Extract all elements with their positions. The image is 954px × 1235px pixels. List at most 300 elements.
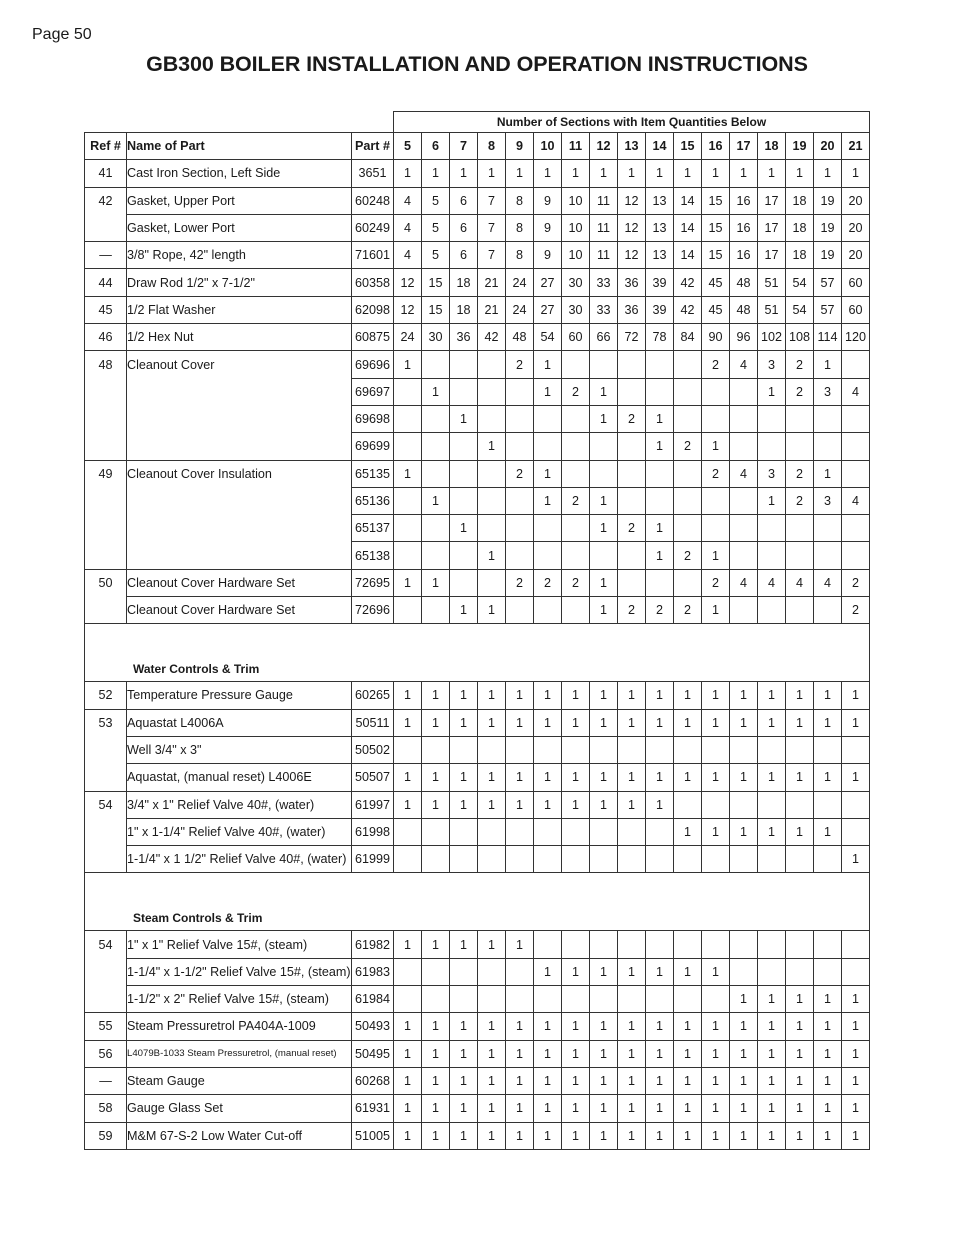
quantity-cell — [730, 433, 758, 460]
quantity-cell: 1 — [590, 1122, 618, 1149]
quantity-cell: 1 — [814, 818, 842, 845]
quantity-cell — [506, 487, 534, 514]
quantity-cell: 1 — [730, 682, 758, 709]
quantity-cell: 1 — [422, 569, 450, 596]
part-name: 1/2 Flat Washer — [127, 296, 352, 323]
quantity-cell: 1 — [814, 351, 842, 378]
quantity-cell — [730, 542, 758, 569]
quantity-cell — [618, 986, 646, 1013]
part-ref — [85, 958, 127, 985]
part-name: Gasket, Upper Port — [127, 187, 352, 214]
quantity-cell: 1 — [422, 1095, 450, 1122]
quantity-cell: 1 — [590, 597, 618, 624]
table-row — [85, 764, 870, 791]
quantity-cell: 1 — [506, 1040, 534, 1067]
quantity-cell — [422, 542, 450, 569]
section-heading-row — [85, 873, 870, 931]
quantity-cell: 21 — [478, 296, 506, 323]
quantity-cell: 1 — [450, 931, 478, 958]
quantity-cell — [674, 378, 702, 405]
quantity-cell: 54 — [534, 324, 562, 351]
col-section-header: 9 — [506, 133, 534, 160]
quantity-cell: 2 — [674, 597, 702, 624]
quantity-cell: 10 — [562, 187, 590, 214]
quantity-cell: 1 — [506, 764, 534, 791]
quantity-cell: 1 — [646, 764, 674, 791]
part-number: 61984 — [352, 986, 394, 1013]
quantity-cell: 2 — [506, 351, 534, 378]
part-ref — [85, 818, 127, 845]
part-name: 1-1/2" x 2" Relief Valve 15#, (steam) — [127, 986, 352, 1013]
part-name — [127, 487, 352, 514]
part-ref: — — [85, 242, 127, 269]
quantity-cell — [702, 378, 730, 405]
quantity-cell: 39 — [646, 269, 674, 296]
quantity-cell: 108 — [786, 324, 814, 351]
quantity-cell: 1 — [730, 1067, 758, 1094]
quantity-cell — [702, 986, 730, 1013]
quantity-cell: 66 — [590, 324, 618, 351]
quantity-cell: 14 — [674, 187, 702, 214]
quantity-cell — [674, 846, 702, 873]
quantity-cell: 1 — [842, 764, 870, 791]
col-section-header: 21 — [842, 133, 870, 160]
part-ref — [85, 986, 127, 1013]
quantity-cell: 1 — [394, 764, 422, 791]
quantity-cell: 1 — [450, 682, 478, 709]
quantity-cell: 1 — [506, 682, 534, 709]
quantity-cell: 1 — [842, 1095, 870, 1122]
quantity-cell — [758, 736, 786, 763]
quantity-cell: 1 — [814, 709, 842, 736]
part-number: 50507 — [352, 764, 394, 791]
quantity-cell — [758, 405, 786, 432]
quantity-cell: 1 — [702, 160, 730, 187]
quantity-cell: 1 — [758, 1013, 786, 1040]
quantity-cell: 1 — [534, 709, 562, 736]
part-number: 72695 — [352, 569, 394, 596]
quantity-cell: 1 — [478, 709, 506, 736]
quantity-cell — [394, 405, 422, 432]
quantity-cell — [730, 791, 758, 818]
quantity-cell — [478, 736, 506, 763]
quantity-cell: 1 — [422, 1040, 450, 1067]
quantity-cell: 1 — [562, 1095, 590, 1122]
quantity-cell: 1 — [646, 709, 674, 736]
quantity-cell — [814, 736, 842, 763]
quantity-cell: 1 — [702, 709, 730, 736]
quantity-cell: 1 — [562, 764, 590, 791]
part-number: 60265 — [352, 682, 394, 709]
quantity-cell: 1 — [590, 569, 618, 596]
quantity-cell: 1 — [450, 1013, 478, 1040]
quantity-cell: 2 — [842, 569, 870, 596]
quantity-cell — [478, 515, 506, 542]
part-number: 50511 — [352, 709, 394, 736]
quantity-cell — [506, 378, 534, 405]
quantity-cell: 1 — [758, 682, 786, 709]
quantity-cell — [814, 846, 842, 873]
part-ref: 48 — [85, 351, 127, 378]
quantity-cell: 1 — [590, 487, 618, 514]
col-section-header: 16 — [702, 133, 730, 160]
quantity-cell: 1 — [394, 709, 422, 736]
col-part-header: Part # — [352, 133, 394, 160]
quantity-cell: 1 — [506, 1095, 534, 1122]
quantity-cell: 1 — [674, 764, 702, 791]
quantity-cell — [786, 846, 814, 873]
col-section-header: 14 — [646, 133, 674, 160]
quantity-cell — [786, 931, 814, 958]
quantity-cell: 1 — [758, 1095, 786, 1122]
section-heading-row — [85, 624, 870, 682]
quantity-cell: 1 — [562, 1122, 590, 1149]
quantity-cell — [786, 433, 814, 460]
quantity-cell: 1 — [674, 818, 702, 845]
quantity-cell — [618, 846, 646, 873]
col-section-header: 7 — [450, 133, 478, 160]
quantity-cell: 12 — [618, 187, 646, 214]
quantity-cell — [590, 542, 618, 569]
quantity-cell: 1 — [786, 709, 814, 736]
quantity-cell: 4 — [842, 378, 870, 405]
quantity-cell — [534, 846, 562, 873]
quantity-cell — [730, 736, 758, 763]
quantity-cell — [646, 460, 674, 487]
quantity-cell — [646, 378, 674, 405]
quantity-cell — [842, 351, 870, 378]
quantity-cell: 10 — [562, 242, 590, 269]
quantity-cell — [562, 542, 590, 569]
quantity-cell: 18 — [786, 187, 814, 214]
quantity-cell — [730, 378, 758, 405]
part-name: Aquastat L4006A — [127, 709, 352, 736]
quantity-cell — [618, 736, 646, 763]
quantity-cell: 1 — [534, 791, 562, 818]
section-heading: Water Controls & Trim — [85, 624, 870, 682]
quantity-cell: 1 — [450, 791, 478, 818]
quantity-cell: 1 — [562, 1067, 590, 1094]
quantity-cell: 2 — [702, 460, 730, 487]
quantity-cell: 1 — [394, 791, 422, 818]
quantity-cell — [842, 515, 870, 542]
quantity-cell: 1 — [506, 160, 534, 187]
table-row — [85, 324, 870, 351]
quantity-cell — [534, 542, 562, 569]
quantity-cell: 60 — [562, 324, 590, 351]
quantity-cell: 3 — [758, 351, 786, 378]
table-row — [85, 1040, 870, 1067]
quantity-cell — [562, 515, 590, 542]
quantity-cell: 1 — [702, 682, 730, 709]
quantity-cell: 1 — [758, 818, 786, 845]
quantity-cell: 1 — [478, 1013, 506, 1040]
quantity-cell: 1 — [450, 764, 478, 791]
part-number: 61998 — [352, 818, 394, 845]
quantity-cell: 1 — [786, 682, 814, 709]
part-name — [127, 405, 352, 432]
quantity-cell — [730, 487, 758, 514]
quantity-cell: 14 — [674, 242, 702, 269]
section-heading: Steam Controls & Trim — [85, 873, 870, 931]
quantity-cell: 1 — [702, 1040, 730, 1067]
quantity-cell — [842, 931, 870, 958]
quantity-cell: 2 — [702, 351, 730, 378]
quantity-cell — [478, 846, 506, 873]
quantity-cell: 19 — [814, 214, 842, 241]
quantity-cell — [786, 736, 814, 763]
quantity-cell: 3 — [758, 460, 786, 487]
part-name — [127, 542, 352, 569]
table-row — [85, 1122, 870, 1149]
quantity-cell: 15 — [702, 187, 730, 214]
quantity-cell — [394, 515, 422, 542]
quantity-cell — [730, 405, 758, 432]
part-name: Steam Pressuretrol PA404A-1009 — [127, 1013, 352, 1040]
quantity-cell — [562, 736, 590, 763]
quantity-cell: 1 — [786, 1067, 814, 1094]
table-row — [85, 187, 870, 214]
quantity-cell — [758, 433, 786, 460]
quantity-cell — [422, 515, 450, 542]
quantity-cell: 1 — [394, 1040, 422, 1067]
quantity-cell: 1 — [506, 1067, 534, 1094]
part-ref — [85, 378, 127, 405]
table-row — [85, 269, 870, 296]
quantity-cell — [702, 846, 730, 873]
quantity-cell: 36 — [618, 269, 646, 296]
quantity-cell — [842, 736, 870, 763]
quantity-cell: 1 — [590, 160, 618, 187]
part-name: Cleanout Cover Hardware Set — [127, 569, 352, 596]
quantity-cell — [758, 931, 786, 958]
quantity-cell: 1 — [450, 1040, 478, 1067]
quantity-cell — [478, 569, 506, 596]
quantity-cell — [702, 736, 730, 763]
quantity-cell: 1 — [842, 1067, 870, 1094]
quantity-cell: 1 — [422, 791, 450, 818]
quantity-cell — [534, 597, 562, 624]
quantity-cell — [646, 846, 674, 873]
part-ref: 44 — [85, 269, 127, 296]
quantity-cell — [394, 818, 422, 845]
quantity-cell: 1 — [534, 351, 562, 378]
quantity-cell: 1 — [618, 1067, 646, 1094]
quantity-cell: 1 — [730, 986, 758, 1013]
quantity-cell — [618, 569, 646, 596]
quantity-cell: 1 — [450, 597, 478, 624]
quantity-cell: 1 — [646, 405, 674, 432]
parts-table — [84, 111, 870, 1150]
part-name: M&M 67-S-2 Low Water Cut-off — [127, 1122, 352, 1149]
col-section-header: 19 — [786, 133, 814, 160]
quantity-cell — [674, 736, 702, 763]
quantity-cell — [758, 597, 786, 624]
quantity-cell: 1 — [702, 1067, 730, 1094]
quantity-cell: 30 — [422, 324, 450, 351]
quantity-cell: 1 — [730, 1122, 758, 1149]
quantity-cell: 1 — [842, 682, 870, 709]
part-name: Cleanout Cover Hardware Set — [127, 597, 352, 624]
quantity-cell — [758, 542, 786, 569]
quantity-cell — [506, 515, 534, 542]
page-title: GB300 BOILER INSTALLATION AND OPERATION INSTRUCTIONS — [146, 52, 808, 76]
quantity-cell — [618, 487, 646, 514]
table-row — [85, 958, 870, 985]
quantity-cell: 2 — [786, 460, 814, 487]
quantity-cell: 1 — [842, 709, 870, 736]
quantity-cell — [394, 986, 422, 1013]
quantity-cell: 1 — [534, 1122, 562, 1149]
quantity-cell: 18 — [786, 242, 814, 269]
quantity-cell: 1 — [758, 709, 786, 736]
quantity-cell: 1 — [562, 1013, 590, 1040]
quantity-cell: 3 — [814, 378, 842, 405]
quantity-cell: 5 — [422, 187, 450, 214]
quantity-cell: 1 — [702, 1013, 730, 1040]
quantity-cell: 42 — [478, 324, 506, 351]
quantity-cell: 1 — [618, 764, 646, 791]
quantity-cell — [646, 931, 674, 958]
quantity-cell — [814, 931, 842, 958]
quantity-cell: 1 — [590, 515, 618, 542]
blank-corner — [85, 112, 394, 133]
quantity-cell: 1 — [422, 931, 450, 958]
quantity-cell — [758, 515, 786, 542]
col-section-header: 8 — [478, 133, 506, 160]
part-ref: 56 — [85, 1040, 127, 1067]
quantity-cell: 1 — [646, 791, 674, 818]
quantity-cell: 3 — [814, 487, 842, 514]
part-ref: 54 — [85, 931, 127, 958]
quantity-cell: 2 — [674, 542, 702, 569]
quantity-cell — [394, 487, 422, 514]
quantity-cell — [618, 351, 646, 378]
quantity-cell: 20 — [842, 242, 870, 269]
quantity-cell: 1 — [814, 1067, 842, 1094]
quantity-cell: 1 — [758, 378, 786, 405]
quantity-cell — [450, 986, 478, 1013]
quantity-cell — [842, 958, 870, 985]
col-section-header: 11 — [562, 133, 590, 160]
quantity-cell — [534, 736, 562, 763]
quantity-cell: 1 — [702, 818, 730, 845]
quantity-cell — [562, 351, 590, 378]
quantity-cell — [534, 931, 562, 958]
quantity-cell — [450, 433, 478, 460]
part-number: 69696 — [352, 351, 394, 378]
quantity-cell: 1 — [394, 569, 422, 596]
quantity-cell: 1 — [702, 764, 730, 791]
quantity-cell: 1 — [618, 1013, 646, 1040]
quantity-cell: 42 — [674, 296, 702, 323]
quantity-cell: 13 — [646, 187, 674, 214]
quantity-cell: 4 — [394, 214, 422, 241]
quantity-cell — [534, 515, 562, 542]
quantity-cell — [646, 736, 674, 763]
part-number: 61982 — [352, 931, 394, 958]
quantity-cell: 1 — [450, 160, 478, 187]
part-name — [127, 378, 352, 405]
part-ref — [85, 736, 127, 763]
quantity-cell: 2 — [786, 378, 814, 405]
quantity-cell — [618, 433, 646, 460]
quantity-cell — [478, 460, 506, 487]
quantity-cell: 1 — [646, 433, 674, 460]
quantity-cell: 17 — [758, 187, 786, 214]
quantity-cell: 24 — [394, 324, 422, 351]
quantity-cell: 24 — [506, 296, 534, 323]
table-row — [85, 818, 870, 845]
quantity-cell: 1 — [730, 160, 758, 187]
quantity-cell: 1 — [422, 487, 450, 514]
quantity-cell — [786, 405, 814, 432]
quantity-cell — [422, 818, 450, 845]
quantity-cell: 1 — [562, 160, 590, 187]
quantity-cell — [590, 736, 618, 763]
quantity-cell: 6 — [450, 187, 478, 214]
quantity-cell — [674, 405, 702, 432]
part-number: 62098 — [352, 296, 394, 323]
part-number: 69697 — [352, 378, 394, 405]
quantity-cell: 90 — [702, 324, 730, 351]
quantity-cell — [562, 433, 590, 460]
quantity-cell: 1 — [590, 958, 618, 985]
quantity-cell: 51 — [758, 269, 786, 296]
quantity-cell: 10 — [562, 214, 590, 241]
quantity-cell — [730, 597, 758, 624]
part-ref: 54 — [85, 791, 127, 818]
quantity-cell — [422, 460, 450, 487]
quantity-cell — [450, 378, 478, 405]
quantity-cell: 13 — [646, 214, 674, 241]
part-name: Cleanout Cover Insulation — [127, 460, 352, 487]
part-number: 60268 — [352, 1067, 394, 1094]
quantity-cell: 2 — [674, 433, 702, 460]
part-ref: 49 — [85, 460, 127, 487]
quantity-cell — [506, 597, 534, 624]
quantity-cell: 8 — [506, 187, 534, 214]
part-ref — [85, 764, 127, 791]
quantity-cell: 1 — [646, 542, 674, 569]
table-row — [85, 542, 870, 569]
quantity-cell: 1 — [702, 958, 730, 985]
quantity-cell: 11 — [590, 242, 618, 269]
table-row — [85, 433, 870, 460]
part-name: L4079B-1033 Steam Pressuretrol, (manual reset) — [127, 1040, 352, 1067]
quantity-cell: 15 — [702, 214, 730, 241]
quantity-cell — [562, 931, 590, 958]
table-row — [85, 242, 870, 269]
quantity-cell: 2 — [506, 569, 534, 596]
quantity-cell — [562, 846, 590, 873]
quantity-cell: 1 — [618, 682, 646, 709]
quantity-cell — [590, 818, 618, 845]
quantity-cell: 1 — [674, 1013, 702, 1040]
quantity-cell — [618, 378, 646, 405]
part-number: 65137 — [352, 515, 394, 542]
part-ref — [85, 405, 127, 432]
quantity-cell: 1 — [590, 1013, 618, 1040]
part-number: 50495 — [352, 1040, 394, 1067]
quantity-cell: 7 — [478, 187, 506, 214]
table-row — [85, 931, 870, 958]
quantity-cell — [814, 515, 842, 542]
quantity-cell: 30 — [562, 296, 590, 323]
quantity-cell: 1 — [758, 1040, 786, 1067]
col-ref-header: Ref # — [85, 133, 127, 160]
part-ref — [85, 214, 127, 241]
